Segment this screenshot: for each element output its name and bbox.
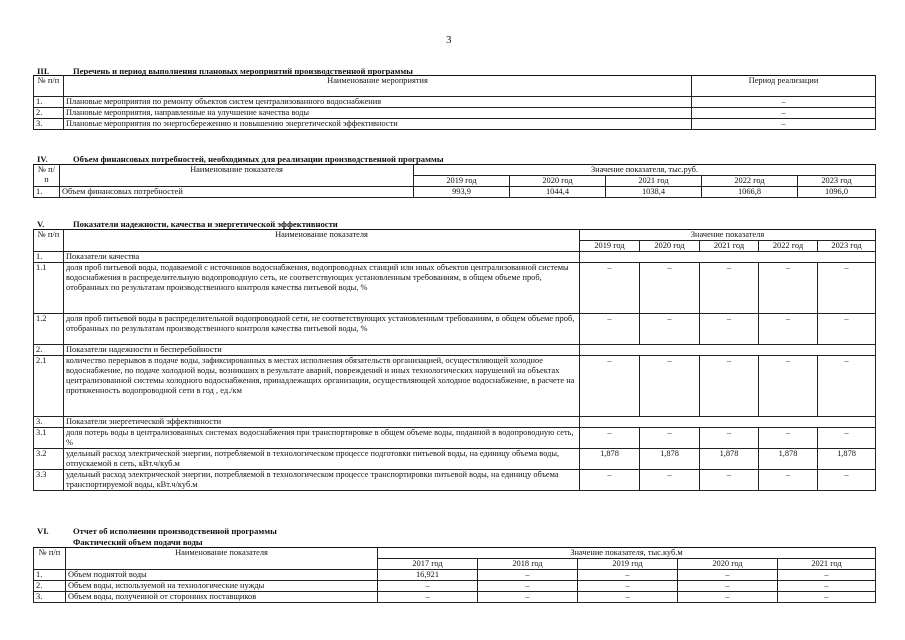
row-value: – <box>640 263 700 314</box>
year-header: 2021 год <box>606 176 702 187</box>
row-value: – <box>759 263 818 314</box>
row-no: 1. <box>34 97 64 108</box>
row-no: 3.2 <box>34 449 64 470</box>
year-header: 2020 год <box>678 559 778 570</box>
group-row <box>34 252 876 263</box>
row-value: – <box>580 314 640 345</box>
group-row <box>34 417 876 428</box>
row-value: – <box>580 263 640 314</box>
col-header-no: № п/п <box>34 548 66 570</box>
section-5-table <box>33 229 876 491</box>
row-value: – <box>640 428 700 449</box>
row-value: – <box>378 592 478 603</box>
row-value: – <box>700 428 759 449</box>
row-value: – <box>580 356 640 417</box>
row-no: 3. <box>34 417 64 428</box>
year-header: 2019 год <box>580 241 640 252</box>
row-name: Объем финансовых потребностей <box>60 187 414 198</box>
section-5-number: V. <box>37 219 45 229</box>
row-value: – <box>578 581 678 592</box>
row-no: 1.2 <box>34 314 64 345</box>
row-value: – <box>778 592 876 603</box>
col-header-value: Значение показателя, тыс.руб. <box>414 165 876 176</box>
row-name: Объем воды, полученной от сторонних поставщиков <box>66 592 378 603</box>
row-name: Объем поднятой воды <box>66 570 378 581</box>
table-row <box>34 263 876 314</box>
table-row <box>34 119 876 130</box>
row-no: 2. <box>34 581 66 592</box>
col-header-no: № п/п <box>34 230 64 252</box>
col-header-indicator: Наименование показателя <box>66 548 378 570</box>
section-4-heading <box>37 154 444 164</box>
row-value: – <box>759 470 818 491</box>
year-header: 2020 год <box>640 241 700 252</box>
row-value: – <box>759 356 818 417</box>
row-value: – <box>578 570 678 581</box>
section-3-table <box>33 75 876 130</box>
row-value: – <box>640 314 700 345</box>
row-value: 1038,4 <box>606 187 702 198</box>
row-value: – <box>818 263 876 314</box>
row-no: 2.1 <box>34 356 64 417</box>
row-value: – <box>700 356 759 417</box>
year-header: 2020 год <box>510 176 606 187</box>
row-value: – <box>818 470 876 491</box>
col-header-no: № п/п <box>34 76 64 97</box>
row-value: – <box>759 428 818 449</box>
table-row <box>34 592 876 603</box>
table-row <box>34 356 876 417</box>
year-header: 2023 год <box>798 176 876 187</box>
row-value: – <box>700 263 759 314</box>
group-name: Показатели качества <box>64 252 580 263</box>
year-header: 2021 год <box>778 559 876 570</box>
row-no: 2. <box>34 345 64 356</box>
row-value: – <box>580 428 640 449</box>
row-value: – <box>640 356 700 417</box>
table-row <box>34 314 876 345</box>
row-value: – <box>759 314 818 345</box>
row-no: 2. <box>34 108 64 119</box>
row-no: 3.3 <box>34 470 64 491</box>
table-row <box>34 108 876 119</box>
year-header: 2019 год <box>578 559 678 570</box>
row-no: 3. <box>34 592 66 603</box>
row-value: 1,878 <box>818 449 876 470</box>
year-header: 2017 год <box>378 559 478 570</box>
row-value: – <box>678 570 778 581</box>
row-value: – <box>478 592 578 603</box>
row-value: 1,878 <box>640 449 700 470</box>
table-row <box>34 187 876 198</box>
row-value: – <box>818 356 876 417</box>
row-value: – <box>478 570 578 581</box>
col-header-activity: Наименование мероприятия <box>64 76 692 97</box>
row-value: – <box>818 428 876 449</box>
table-row <box>34 581 876 592</box>
table-row <box>34 449 876 470</box>
col-header-indicator: Наименование показателя <box>64 230 580 252</box>
row-value: 1,878 <box>580 449 640 470</box>
row-value: – <box>700 314 759 345</box>
section-3-number: III. <box>37 66 50 76</box>
row-name: доля потерь воды в централизованных системах водоснабжения при транспортировке в общем объеме воды, поданной в водопроводную сеть, % <box>64 428 580 449</box>
row-name: доля проб питьевой воды, подаваемой с источников водоснабжения, водопроводных станций или иных объектов централизованной системы водоснабжения в распределительную водопроводную сеть, не соответствующих установленным требованиям, в общем объеме проб, отобранных по результатам производственного контроля качества питьевой воды, % <box>64 263 580 314</box>
section-6-table <box>33 547 876 603</box>
table-row <box>34 470 876 491</box>
row-name: Плановые мероприятия по энергосбережению и повышению энергетической эффективности <box>64 119 692 130</box>
section-6-number: VI. <box>37 526 49 536</box>
row-value: – <box>700 470 759 491</box>
row-value: 16,921 <box>378 570 478 581</box>
col-header-value: Значение показателя <box>580 230 876 241</box>
row-name: Плановые мероприятия, направленные на улучшение качества воды <box>64 108 692 119</box>
year-header: 2022 год <box>759 241 818 252</box>
year-header: 2022 год <box>702 176 798 187</box>
row-value: – <box>640 470 700 491</box>
group-name: Показатели надежности и бесперебойности <box>64 345 580 356</box>
row-name: Объем воды, используемой на технологические нужды <box>66 581 378 592</box>
row-value: – <box>378 581 478 592</box>
year-header: 2021 год <box>700 241 759 252</box>
row-value: – <box>818 314 876 345</box>
row-value: 1066,8 <box>702 187 798 198</box>
section-6-heading <box>37 526 277 536</box>
row-period: – <box>692 97 876 108</box>
section-5-title: Показатели надежности, качества и энергетической эффективности <box>73 219 338 229</box>
row-name: удельный расход электрической энергии, потребляемой в технологическом процессе подготовки питьевой воды, на единицу объема воды, отпускаемой в сеть, кВт.ч/куб.м <box>64 449 580 470</box>
section-5-heading <box>37 219 338 229</box>
section-3-title: Перечень и период выполнения плановых мероприятий производственной программы <box>73 66 413 76</box>
section-4-title: Объем финансовых потребностей, необходимых для реализации производственной программы <box>73 154 444 164</box>
row-value: 1096,0 <box>798 187 876 198</box>
col-header-no: № п/п <box>34 165 60 187</box>
row-no: 3.1 <box>34 428 64 449</box>
row-value: – <box>678 581 778 592</box>
section-4-number: IV. <box>37 154 48 164</box>
section-4-table <box>33 164 876 198</box>
col-header-period: Период реализации <box>692 76 876 97</box>
row-value: – <box>578 592 678 603</box>
row-no: 1.1 <box>34 263 64 314</box>
row-no: 1. <box>34 252 64 263</box>
row-value: – <box>778 570 876 581</box>
year-header: 2018 год <box>478 559 578 570</box>
row-value: 1,878 <box>759 449 818 470</box>
section-6-subtitle: Фактический объем подачи воды <box>73 537 203 547</box>
col-header-indicator: Наименование показателя <box>60 165 414 187</box>
page-number: 3 <box>446 34 452 46</box>
row-name: доля проб питьевой воды в распределительной водопроводной сети, не соответствующих установленным требованиям, в общем объеме проб, отобранных по результатам производственного контроля качества питьевой воды, % <box>64 314 580 345</box>
row-no: 1. <box>34 570 66 581</box>
col-header-value: Значение показателя, тыс.куб.м <box>378 548 876 559</box>
year-header: 2019 год <box>414 176 510 187</box>
table-row <box>34 428 876 449</box>
row-name: количество перерывов в подаче воды, зафиксированных в местах исполнения обязательств организацией, осуществляющей холодное водоснабжение, по подаче холодной воды, возникших в результате аварий, повреждений и иных технологических нарушений на объектах централизованной системы холодного водоснабжения, принадлежащих организации, осуществляющей холодное водоснабжение, в расчете на протяженность водопроводной сети в год , ед./км <box>64 356 580 417</box>
table-row <box>34 570 876 581</box>
row-name: удельный расход электрической энергии, потребляемой в технологическом процессе транспортировки питьевой воды, на единицу объема транспортируемой воды, кВт.ч/куб.м <box>64 470 580 491</box>
row-value: – <box>778 581 876 592</box>
row-value: 1,878 <box>700 449 759 470</box>
section-6-title: Отчет об исполнении производственной программы <box>73 526 277 536</box>
group-row <box>34 345 876 356</box>
row-no: 3. <box>34 119 64 130</box>
row-value: – <box>478 581 578 592</box>
row-period: – <box>692 119 876 130</box>
row-period: – <box>692 108 876 119</box>
row-value: – <box>678 592 778 603</box>
row-name: Плановые мероприятия по ремонту объектов систем централизованного водоснабжения <box>64 97 692 108</box>
row-value: 1044,4 <box>510 187 606 198</box>
table-row <box>34 97 876 108</box>
row-no: 1. <box>34 187 60 198</box>
year-header: 2023 год <box>818 241 876 252</box>
row-value: 993,9 <box>414 187 510 198</box>
row-value: – <box>580 470 640 491</box>
group-name: Показатели энергетической эффективности <box>64 417 580 428</box>
